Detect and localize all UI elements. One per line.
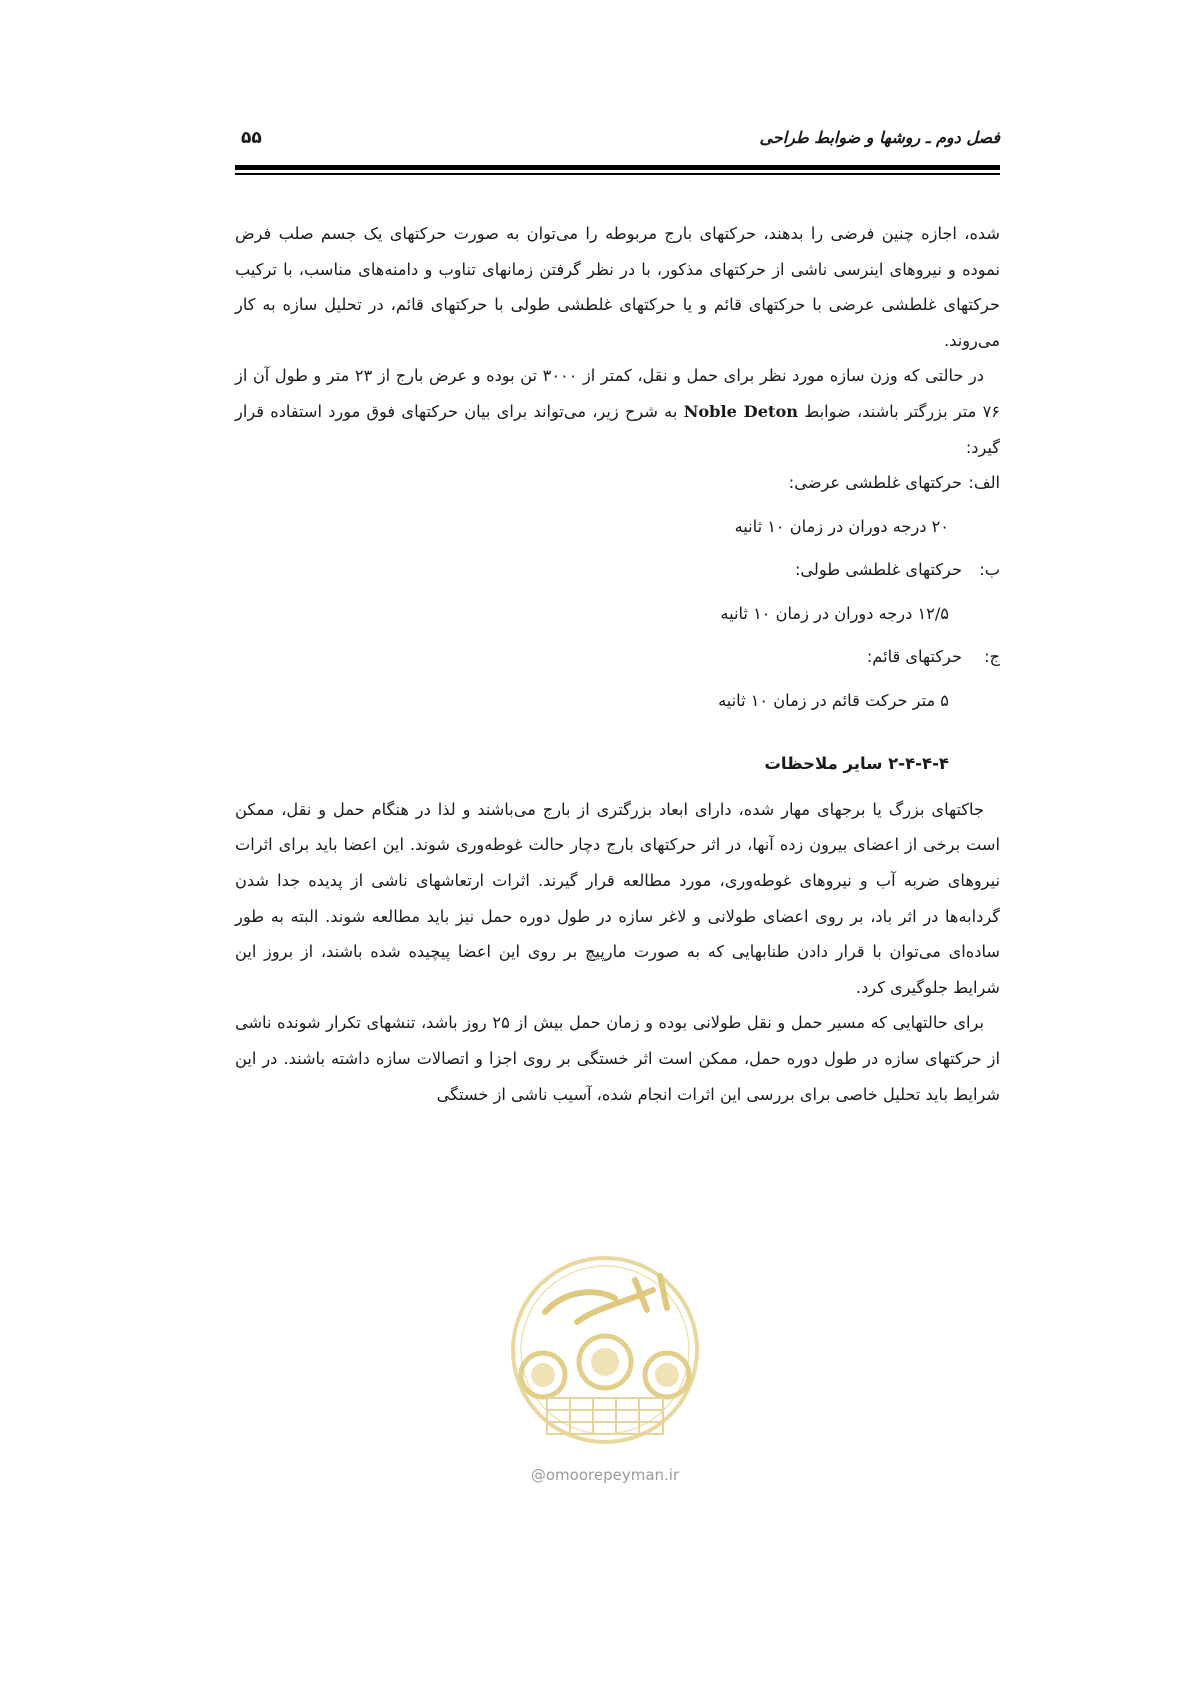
list-detail: ۲۰ درجه دوران در زمان ۱۰ ثانیه <box>734 517 949 537</box>
header-rule-thick <box>235 165 1000 170</box>
paragraph-2 <box>235 358 1000 465</box>
seal-logo-icon <box>485 1250 725 1460</box>
list-label: حرکتهای قائم: <box>866 647 962 667</box>
paragraph-2-text-b: به شرح زیر، می‌تواند برای بیان حرکتهای فوق مورد استفاده قرار گیرد: <box>235 401 1000 457</box>
list-item <box>235 639 1000 683</box>
page-header <box>235 128 1000 164</box>
list-marker: ب: <box>979 560 1000 580</box>
paragraph-3: جاکتهای بزرگ یا برجهای مهار شده، دارای ابعاد بزرگتری از بارج می‌باشند و لذا در هنگام حمل و نقل، ممکن است برخی از اعضای بیرون زده آنها، در اثر حرکتهای بارج دچار حالت غوطه‌وری شوند. این اعضا باید برای اثرات نیروهای ضربه آب و نیروهای غوطه‌وری، مورد مطالعه قرار گیرند. اثرات ارتعاشهای ناشی از پدیده جدا شدن گردابه‌ها در اثر باد، بر روی اعضای طولانی و لاغر سازه در طول دوره حمل نیز باید مطالعه شوند. البته به طور ساده‌ای می‌توان با قرار دادن طنابهایی که به صورت مارپیچ بر روی این اعضا پیچیده شده باشند، از بروز این شرایط جلوگیری کرد. <box>235 799 1000 997</box>
watermark-url: @omoorepeyman.ir <box>530 1466 680 1484</box>
noble-deton-term: Noble Deton <box>683 401 799 421</box>
motion-criteria-list <box>235 465 1000 726</box>
paragraph-4: برای حالتهایی که مسیر حمل و نقل طولانی بوده و زمان حمل بیش از ۲۵ روز باشد، تنشهای تکرار شونده ناشی از حرکتهای سازه در طول دوره حمل، ممکن است اثر خستگی بر روی اجزا و اتصالات سازه داشته باشند. در این شرایط باید تحلیل خاصی برای بررسی این اثرات انجام شده، آسیب ناشی از خستگی <box>235 1013 1000 1104</box>
paragraph-1: شده، اجازه چنین فرضی را بدهند، حرکتهای بارج مربوطه را می‌توان به صورت حرکتهای یک جسم صلب فرض نموده و نیروهای اینرسی ناشی از حرکتهای مذکور، با در نظر گرفتن زمانهای تناوب و دامنه‌های مناسب، با ترکیب حرکتهای غلطشی عرضی با حرکتهای قائم و یا حرکتهای غلطشی طولی با حرکتهای قائم، در تحلیل سازه به کار می‌روند. <box>235 224 1000 350</box>
paragraph-2-text-a: در حالتی که وزن سازه مورد نظر برای حمل و نقل، کمتر از ۳۰۰۰ تن بوده و عرض بارج از ۲۳ متر و طول آن از ۷۶ متر بزرگتر باشند، ضوابط <box>235 366 1000 421</box>
list-label: حرکتهای غلطشی طولی: <box>794 560 962 580</box>
list-marker: ج: <box>984 647 1000 667</box>
list-item <box>235 465 1000 509</box>
chapter-title: فصل دوم ـ روشها و ضوابط طراحی <box>759 128 1000 147</box>
page-number: ۵۵ <box>241 128 262 148</box>
list-detail: ۵ متر حرکت قائم در زمان ۱۰ ثانیه <box>718 691 949 711</box>
list-marker: الف: <box>968 473 1000 493</box>
list-detail: ۱۲/۵ درجه دوران در زمان ۱۰ ثانیه <box>720 604 949 624</box>
list-item <box>235 552 1000 596</box>
section-heading: ۲-۴-۴-۴ سایر ملاحظات <box>764 754 949 774</box>
list-label: حرکتهای غلطشی عرضی: <box>788 473 962 493</box>
header-rule-thin <box>235 173 1000 175</box>
body-content <box>235 216 1000 1112</box>
